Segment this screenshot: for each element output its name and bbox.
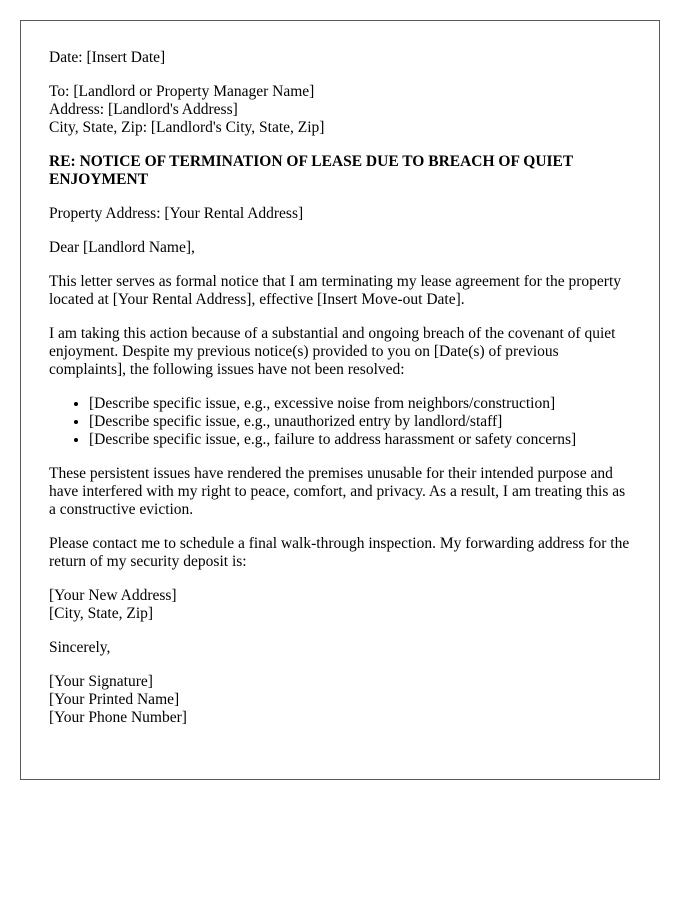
closing-text: Sincerely, [49,639,111,656]
issue-item: • [Describe specific issue, e.g., excessive noise from neighbors/construction] [89,395,631,413]
property-address [49,205,631,223]
phone-line: [Your Phone Number] [49,709,187,726]
signature-line: [Your Signature] [49,673,153,690]
subject-line-2: ENJOYMENT [49,171,149,188]
intro-paragraph: This letter serves as formal notice that I am terminating my lease agreement for the property located at [Your Rental Address], effective [Insert Move-out Date]. [49,273,621,308]
closing [49,639,631,657]
subject-heading [49,153,631,189]
forwarding-address-block [49,587,631,623]
salutation [49,239,631,257]
issue-item: • [Describe specific issue, e.g., unauthorized entry by landlord/staff] [89,413,631,431]
letter-page [20,20,660,780]
recipient-to: To: [Landlord or Property Manager Name] [49,83,315,100]
recipient-block [49,83,631,137]
date-line [49,49,631,67]
signature-block [49,673,631,727]
contact-paragraph: Please contact me to schedule a final walk-through inspection. My forwarding address for the return of my security deposit is: [49,535,630,570]
issues-list [49,395,631,449]
property-address-text: Property Address: [Your Rental Address] [49,205,304,222]
consequence-paragraph: These persistent issues have rendered the premises unusable for their intended purpose and have interfered with my right to peace, comfort, and privacy. As a result, I am treating this as a constructive eviction. [49,465,626,518]
subject-line-1: RE: NOTICE OF TERMINATION OF LEASE DUE TO BREACH OF QUIET [49,153,574,170]
recipient-address: Address: [Landlord's Address] [49,101,238,118]
salutation-text: Dear [Landlord Name], [49,239,195,256]
reason-paragraph: I am taking this action because of a substantial and ongoing breach of the covenant of quiet enjoyment. Despite my previous notice(s) provided to you on [Date(s) of previous complaints], the following issues have not been resolved: [49,325,616,378]
forwarding-address: [Your New Address] [49,587,177,604]
recipient-city: City, State, Zip: [Landlord's City, State, Zip] [49,119,325,136]
issue-item: • [Describe specific issue, e.g., failure to address harassment or safety concerns] [89,431,631,449]
forwarding-city: [City, State, Zip] [49,605,154,622]
printed-name-line: [Your Printed Name] [49,691,180,708]
date-text: Date: [Insert Date] [49,49,166,66]
